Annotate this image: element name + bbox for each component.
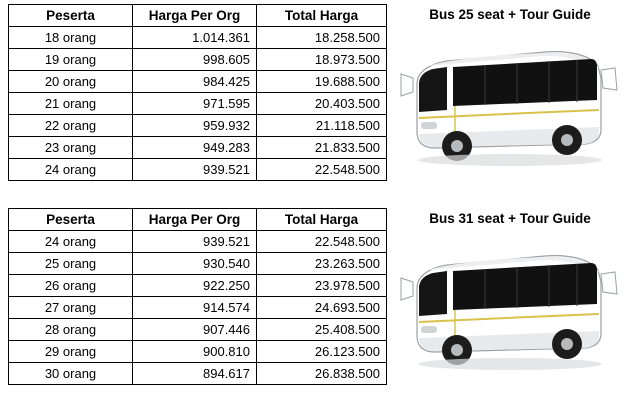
- bus-side-windows: [453, 263, 597, 310]
- table-row: [9, 93, 387, 115]
- table-header-row: [9, 5, 387, 27]
- bus-panel-25: [395, 4, 625, 176]
- bus-panel-31: [395, 208, 625, 380]
- cell-peserta: 25 orang: [9, 253, 133, 275]
- cell-total: 18.258.500: [257, 27, 387, 49]
- table-row: [9, 115, 387, 137]
- table-row: [9, 159, 387, 181]
- cell-peserta: 28 orang: [9, 319, 133, 341]
- cell-total: 26.838.500: [257, 363, 387, 385]
- table-row: [9, 253, 387, 275]
- cell-harga: 907.446: [133, 319, 257, 341]
- cell-peserta: 26 orang: [9, 275, 133, 297]
- bus-wheel-front-hub: [451, 344, 463, 356]
- price-table-bus-25: [8, 4, 387, 181]
- table-row: [9, 137, 387, 159]
- bus-mirror-left: [401, 74, 413, 96]
- cell-peserta: 21 orang: [9, 93, 133, 115]
- cell-peserta: 29 orang: [9, 341, 133, 363]
- bus-ground-shadow: [418, 154, 602, 166]
- bus-wheel-front-hub: [451, 140, 463, 152]
- cell-harga: 914.574: [133, 297, 257, 319]
- cell-total: 22.548.500: [257, 159, 387, 181]
- price-block-bus-31: [8, 208, 624, 385]
- cell-harga: 922.250: [133, 275, 257, 297]
- bus-31-seat-photo: [395, 230, 625, 380]
- table-row: [9, 27, 387, 49]
- table-row: [9, 363, 387, 385]
- cell-total: 20.403.500: [257, 93, 387, 115]
- cell-peserta: 20 orang: [9, 71, 133, 93]
- cell-harga: 998.605: [133, 49, 257, 71]
- header-harga-per-org: Harga Per Org: [133, 209, 257, 231]
- cell-peserta: 24 orang: [9, 159, 133, 181]
- cell-total: 24.693.500: [257, 297, 387, 319]
- bus-title: Bus 31 seat + Tour Guide: [429, 211, 591, 226]
- header-harga-per-org: Harga Per Org: [133, 5, 257, 27]
- bus-mirror-right: [601, 272, 617, 294]
- header-peserta: Peserta: [9, 5, 133, 27]
- bus-side-windows: [453, 59, 597, 106]
- cell-peserta: 24 orang: [9, 231, 133, 253]
- bus-headlight: [421, 326, 437, 333]
- cell-total: 18.973.500: [257, 49, 387, 71]
- bus-wheel-rear-hub: [561, 134, 573, 146]
- cell-total: 26.123.500: [257, 341, 387, 363]
- table-row: [9, 49, 387, 71]
- cell-peserta: 19 orang: [9, 49, 133, 71]
- cell-peserta: 23 orang: [9, 137, 133, 159]
- table-row: [9, 231, 387, 253]
- table-row: [9, 275, 387, 297]
- header-total-harga: Total Harga: [257, 5, 387, 27]
- cell-harga: 939.521: [133, 159, 257, 181]
- cell-harga: 949.283: [133, 137, 257, 159]
- cell-harga: 900.810: [133, 341, 257, 363]
- cell-total: 25.408.500: [257, 319, 387, 341]
- cell-peserta: 27 orang: [9, 297, 133, 319]
- cell-harga: 971.595: [133, 93, 257, 115]
- cell-harga: 959.932: [133, 115, 257, 137]
- cell-harga: 930.540: [133, 253, 257, 275]
- bus-headlight: [421, 122, 437, 129]
- price-table-bus-31: [8, 208, 387, 385]
- table-row: [9, 297, 387, 319]
- bus-mirror-left: [401, 278, 413, 300]
- table-row: [9, 71, 387, 93]
- table-row: [9, 341, 387, 363]
- bus-ground-shadow: [418, 358, 602, 370]
- cell-total: 19.688.500: [257, 71, 387, 93]
- cell-peserta: 22 orang: [9, 115, 133, 137]
- cell-harga: 984.425: [133, 71, 257, 93]
- bus-mirror-right: [601, 68, 617, 90]
- cell-harga: 894.617: [133, 363, 257, 385]
- cell-total: 22.548.500: [257, 231, 387, 253]
- bus-25-seat-photo: [395, 26, 625, 176]
- cell-total: 21.833.500: [257, 137, 387, 159]
- price-block-bus-25: [8, 4, 624, 181]
- cell-total: 23.263.500: [257, 253, 387, 275]
- table-row: [9, 319, 387, 341]
- header-total-harga: Total Harga: [257, 209, 387, 231]
- table-header-row: [9, 209, 387, 231]
- bus-title: Bus 25 seat + Tour Guide: [429, 7, 591, 22]
- bus-wheel-rear-hub: [561, 338, 573, 350]
- cell-harga: 1.014.361: [133, 27, 257, 49]
- header-peserta: Peserta: [9, 209, 133, 231]
- cell-total: 21.118.500: [257, 115, 387, 137]
- cell-peserta: 18 orang: [9, 27, 133, 49]
- cell-harga: 939.521: [133, 231, 257, 253]
- cell-peserta: 30 orang: [9, 363, 133, 385]
- cell-total: 23.978.500: [257, 275, 387, 297]
